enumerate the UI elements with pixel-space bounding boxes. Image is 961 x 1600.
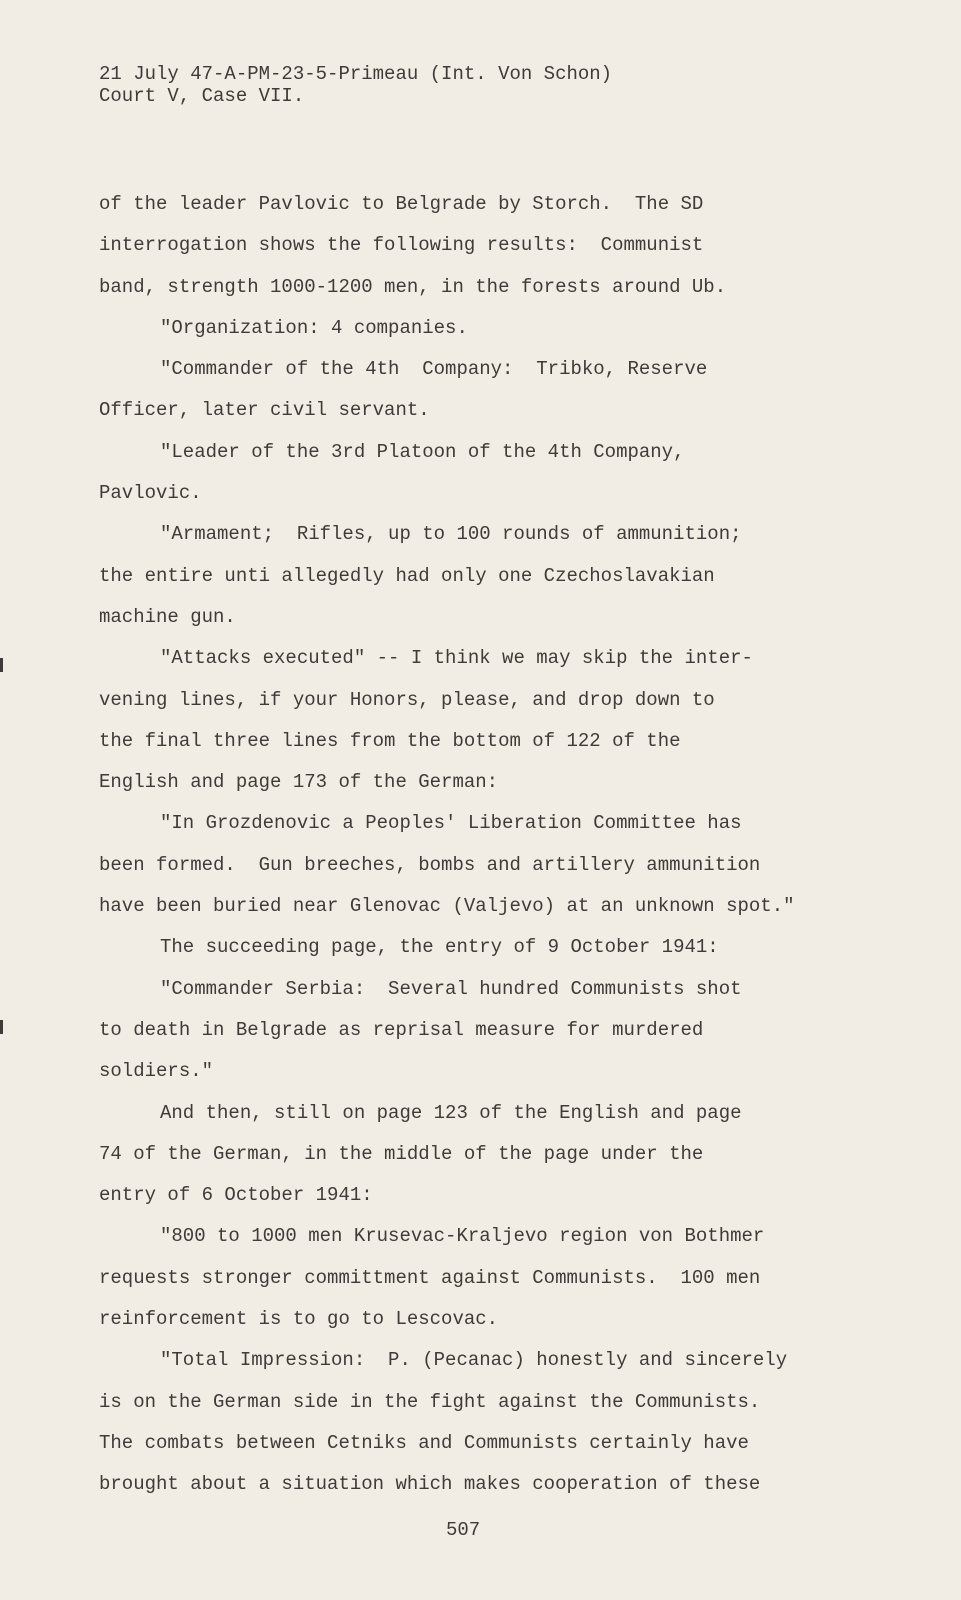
body-line: "Total Impression: P. (Pecanac) honestly and sincerely <box>160 1349 788 1372</box>
transcript-header <box>99 63 612 107</box>
body-line: requests stronger committment against Communists. 100 men <box>99 1266 761 1289</box>
body-line: band, strength 1000-1200 men, in the forests around Ub. <box>99 275 727 298</box>
body-line: of the leader Pavlovic to Belgrade by Storch. The SD <box>99 193 704 215</box>
body-line: Officer, later civil servant. <box>99 399 430 422</box>
body-line: vening lines, if your Honors, please, and drop down to <box>99 688 715 711</box>
body-line: brought about a situation which makes cooperation of these <box>99 1473 761 1496</box>
body-line: The succeeding page, the entry of 9 October 1941: <box>160 936 719 959</box>
body-line: "Attacks executed" -- I think we may skip the inter- <box>160 647 753 670</box>
body-line: "800 to 1000 men Krusevac-Kraljevo region von Bothmer <box>160 1225 765 1248</box>
body-line: the entire unti allegedly had only one Czechoslavakian <box>99 564 715 587</box>
body-line: "In Grozdenovic a Peoples' Liberation Committee has <box>160 812 742 835</box>
body-line: "Armament; Rifles, up to 100 rounds of ammunition; <box>160 523 742 546</box>
header-line-court: Court V, Case VII. <box>99 85 305 107</box>
body-line: the final three lines from the bottom of 122 of the <box>99 729 681 752</box>
body-line: interrogation shows the following results: Communist <box>99 234 704 257</box>
body-line: Pavlovic. <box>99 482 202 505</box>
body-line: machine gun. <box>99 605 236 628</box>
body-line: have been buried near Glenovac (Valjevo) at an unknown spot." <box>99 895 795 918</box>
transcript-body <box>99 184 839 1506</box>
body-line: soldiers." <box>99 1060 214 1083</box>
body-line: entry of 6 October 1941: <box>99 1184 373 1207</box>
body-line: The combats between Cetniks and Communists certainly have <box>99 1431 749 1454</box>
body-line: is on the German side in the fight against the Communists. <box>99 1390 761 1413</box>
body-line: English and page 173 of the German: <box>99 771 499 794</box>
body-line: "Leader of the 3rd Platoon of the 4th Company, <box>160 440 685 463</box>
binding-mark <box>0 658 3 672</box>
body-line: been formed. Gun breeches, bombs and artillery ammunition <box>99 853 761 876</box>
header-line-session: 21 July 47-A-PM-23-5-Primeau (Int. Von Schon) <box>99 63 613 85</box>
body-line: to death in Belgrade as reprisal measure for murdered <box>99 1018 704 1041</box>
body-line: And then, still on page 123 of the English and page <box>160 1101 742 1124</box>
page-number: 507 <box>446 1519 481 1541</box>
body-line: "Organization: 4 companies. <box>160 316 468 339</box>
binding-mark <box>0 1020 3 1034</box>
body-line: "Commander of the 4th Company: Tribko, Reserve <box>160 358 708 381</box>
body-line: 74 of the German, in the middle of the page under the <box>99 1142 704 1165</box>
body-line: reinforcement is to go to Lescovac. <box>99 1308 499 1331</box>
body-line: "Commander Serbia: Several hundred Communists shot <box>160 977 742 1000</box>
